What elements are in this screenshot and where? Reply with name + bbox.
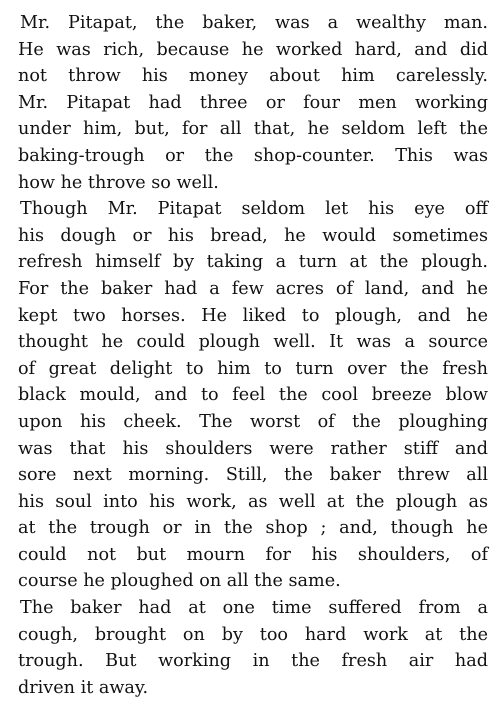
paragraph-3	[18, 595, 488, 701]
text-line: The baker had at one time suffered from a	[20, 598, 488, 619]
text-line: For the baker had a few acres of land, and he	[18, 278, 488, 299]
text-line: not throw his money about him carelessly.	[18, 66, 488, 87]
text-line: Mr. Pitapat, the baker, was a wealthy man.	[20, 13, 488, 33]
text-line: his dough or his bread, he would sometimes	[18, 225, 488, 246]
text-line: He was rich, because he worked hard, and did	[18, 39, 488, 60]
text-line: refresh himself by taking a turn at the plough.	[18, 252, 488, 273]
text-line: cough, brought on by too hard work at the	[18, 624, 488, 645]
text-line: how he throve so well.	[18, 172, 219, 193]
text-line: Though Mr. Pitapat seldom let his eye off	[20, 199, 488, 220]
text-line: of great delight to him to turn over the fresh	[18, 358, 488, 379]
text-line: at the trough or in the shop ; and, though he	[18, 518, 488, 539]
text-line: course he ploughed on all the same.	[18, 571, 341, 592]
text-line: driven it away.	[18, 677, 149, 698]
text-line: black mould, and to feel the cool breeze blow	[18, 385, 488, 406]
text-line: thought he could plough well. It was a source	[18, 332, 488, 353]
text-line: Mr. Pitapat had three or four men working	[18, 92, 488, 113]
text-line: was that his shoulders were rather stiff and	[18, 438, 488, 459]
text-line: under him, but, for all that, he seldom left the	[18, 119, 488, 140]
text-line: upon his cheek. The worst of the ploughing	[18, 411, 488, 432]
text-line: his soul into his work, as well at the plough as	[18, 491, 488, 512]
text-line: baking-trough or the shop-counter. This was	[18, 145, 488, 166]
text-line: kept two horses. He liked to plough, and he	[18, 305, 488, 326]
paragraph-2	[18, 196, 488, 595]
text-line: trough. But working in the fresh air had	[18, 651, 488, 672]
text-line: could not but mourn for his shoulders, of	[18, 544, 488, 565]
text-line: sore next morning. Still, the baker threw all	[18, 465, 488, 486]
body-text	[18, 10, 488, 701]
paragraph-1	[18, 10, 488, 196]
